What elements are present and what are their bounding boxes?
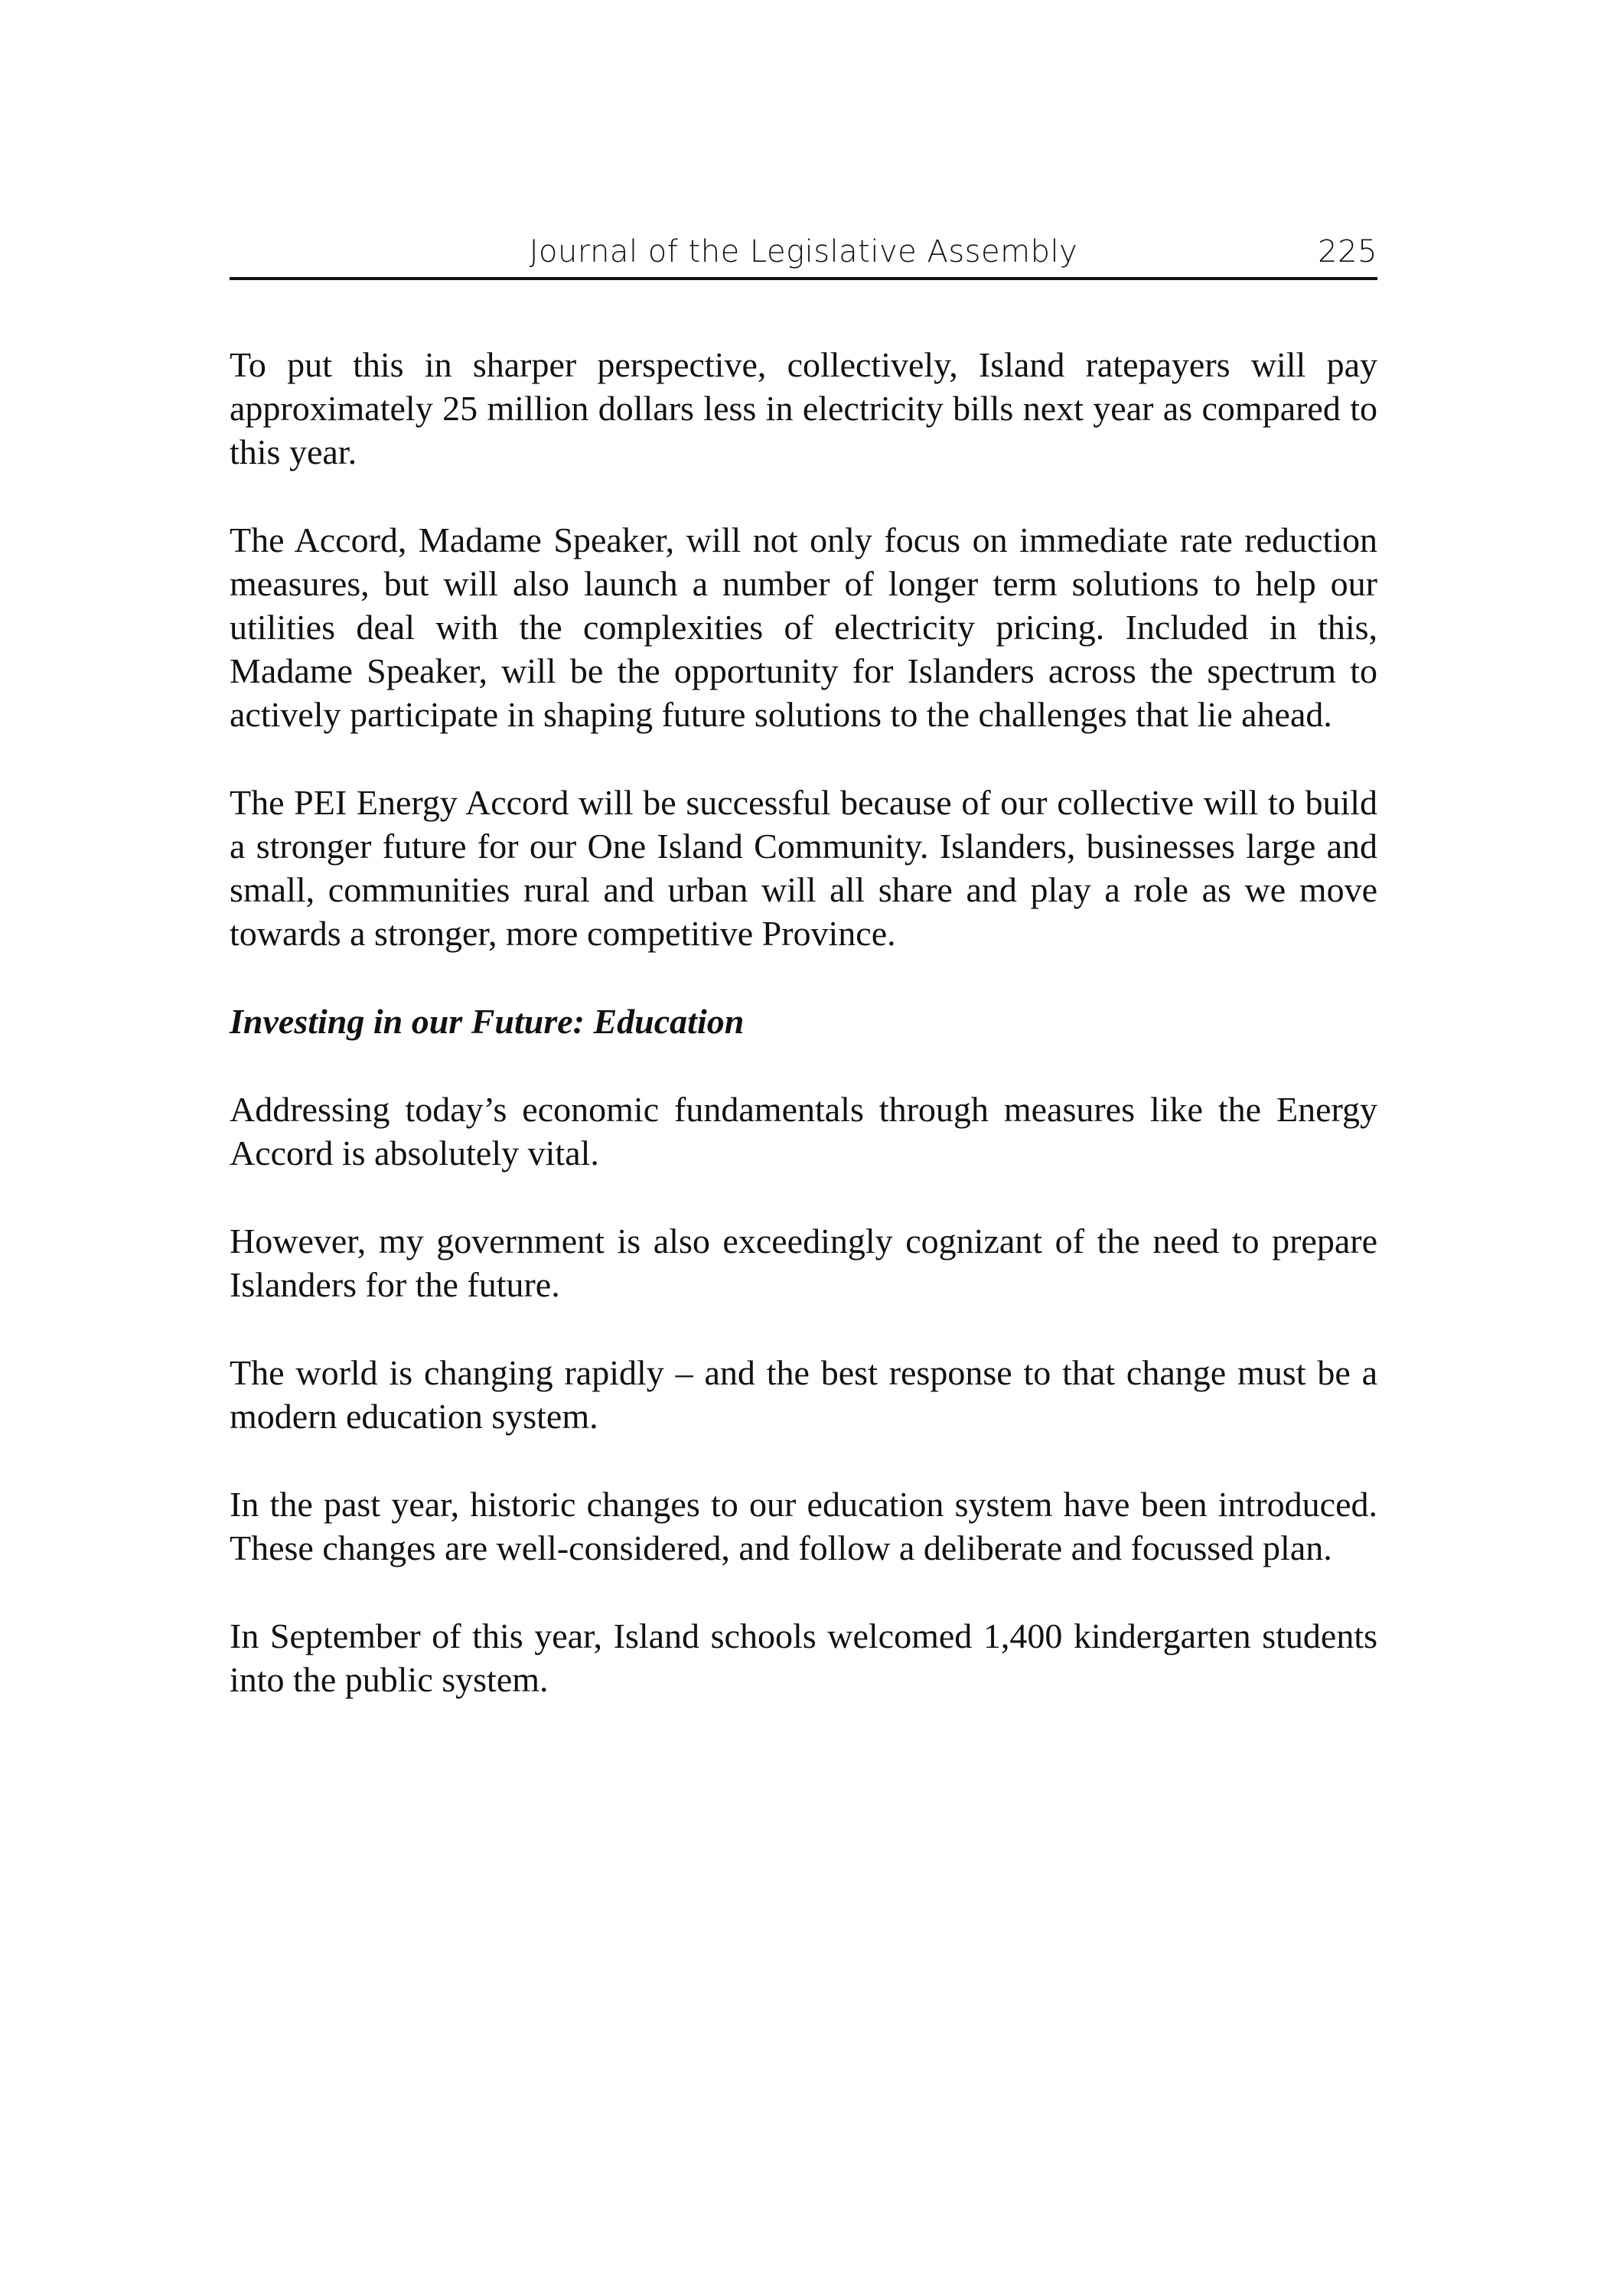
paragraph: In September of this year, Island schools welcomed 1,400 kindergarten students into the public system. <box>230 1616 1377 1699</box>
page-number: 225 <box>1318 234 1377 269</box>
document-page <box>230 230 1377 1746</box>
paragraph: The PEI Energy Accord will be successful because of our collective will to build a stronger future for our One Island Community. Islanders, businesses large and small, communities rural and urban will all share and play a role as we move towards a stronger, more competitive Province. <box>230 783 1377 953</box>
paragraph: However, my government is also exceedingly cognizant of the need to prepare Islanders for the future. <box>230 1221 1377 1304</box>
section-heading: Investing in our Future: Education <box>230 1002 745 1041</box>
body-text <box>230 343 1377 1701</box>
paragraph: In the past year, historic changes to our education system have been introduced. These changes are well-considered, and follow a deliberate and focussed plan. <box>230 1485 1377 1567</box>
paragraph: The Accord, Madame Speaker, will not only focus on immediate rate reduction measures, but will also launch a number of longer term solutions to help our utilities deal with the complexities of electricity pricing. Included in this, Madame Speaker, will be the opportunity for Islanders across the spectrum to actively participate in shaping future solutions to the challenges that lie ahead. <box>230 520 1377 734</box>
journal-title: Journal of the Legislative Assembly <box>529 234 1078 269</box>
running-header <box>230 230 1377 280</box>
paragraph: The world is changing rapidly – and the best response to that change must be a modern education system. <box>230 1353 1377 1436</box>
paragraph: To put this in sharper perspective, collectively, Island ratepayers will pay approximately 25 million dollars less in electricity bills next year as compared to this year. <box>230 345 1377 471</box>
paragraph: Addressing today’s economic fundamentals through measures like the Energy Accord is absolutely vital. <box>230 1090 1377 1172</box>
